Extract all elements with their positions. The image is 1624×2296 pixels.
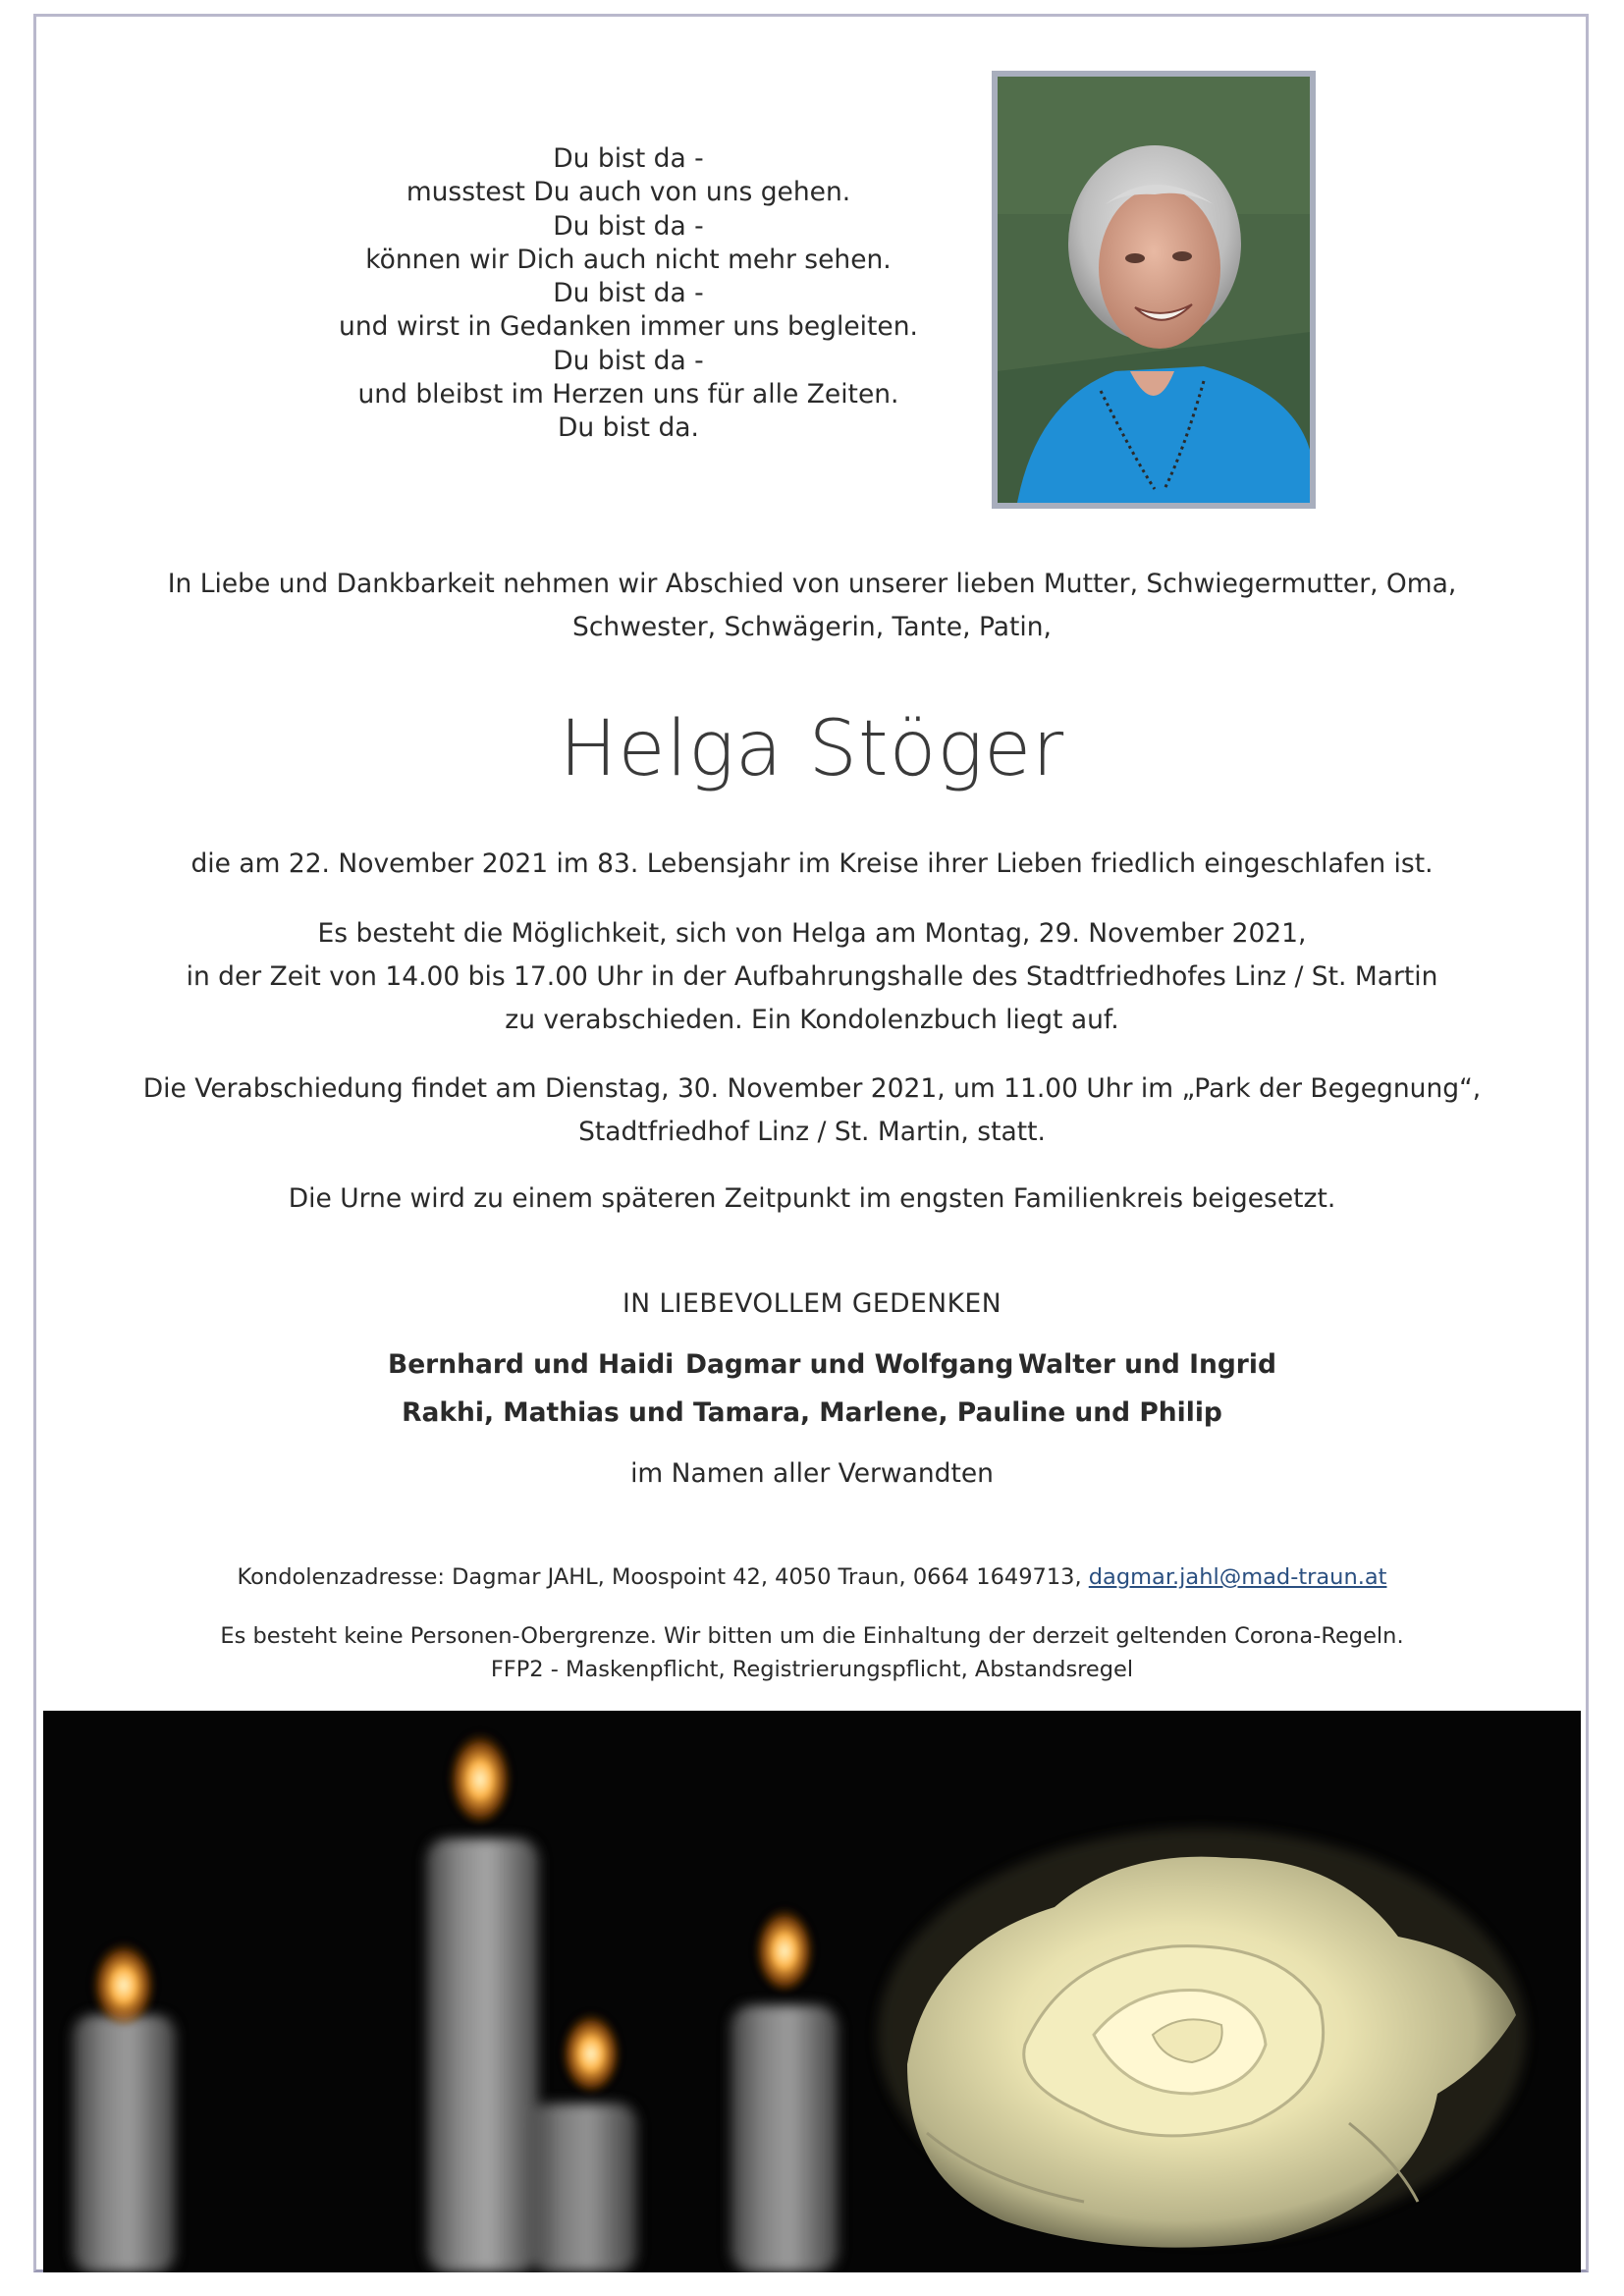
poem-line: musstest Du auch von uns gehen. xyxy=(406,177,851,208)
grandchildren-line: Rakhi, Mathias und Tamara, Marlene, Pauline und Philip xyxy=(402,1397,1222,1428)
poem xyxy=(295,142,962,446)
farewell-line: Stadtfriedhof Linz / St. Martin, statt. xyxy=(578,1117,1046,1147)
portrait-photo xyxy=(992,71,1316,509)
family-grandchildren xyxy=(59,1392,1565,1435)
poem-line: und bleibst im Herzen uns für alle Zeiten. xyxy=(357,379,899,410)
condolence-text: Kondolenzadresse: Dagmar JAHL, Moospoint 42, 4050 Traun, 0664 1649713, xyxy=(237,1564,1089,1590)
viewing-info xyxy=(59,912,1565,1042)
candles-and-rose-illustration xyxy=(43,1711,1581,2272)
viewing-line: Es besteht die Möglichkeit, sich von Helga am Montag, 29. November 2021, xyxy=(317,918,1307,949)
family-couple: Walter und Ingrid xyxy=(1018,1349,1276,1380)
viewing-line: zu verabschieden. Ein Kondolenzbuch liegt auf. xyxy=(505,1005,1119,1035)
portrait-illustration xyxy=(998,77,1310,503)
deceased-name: Helga Stöger xyxy=(559,705,1065,793)
corona-line: Es besteht keine Personen-Obergrenze. Wir bitten um die Einhaltung der derzeit geltenden Corona-Regeln. xyxy=(220,1623,1404,1649)
email-link[interactable]: dagmar.jahl@mad-traun.at xyxy=(1088,1564,1387,1590)
poem-line: Du bist da - xyxy=(553,210,704,242)
family-relatives xyxy=(59,1452,1565,1496)
family-couples xyxy=(0,1343,1624,1387)
intro-line: In Liebe und Dankbarkeit nehmen wir Abschied von unserer lieben Mutter, Schwiegermutter, Oma, xyxy=(167,569,1457,599)
poem-line: Du bist da - xyxy=(553,345,704,376)
death-notice xyxy=(59,843,1565,886)
candles-and-rose-image xyxy=(43,1711,1581,2272)
family-couple: Bernhard und Haidi xyxy=(388,1349,675,1380)
farewell-line: Die Verabschiedung findet am Dienstag, 30. November 2021, um 11.00 Uhr im „Park der Begegnung“, xyxy=(142,1073,1482,1104)
urn-line: Die Urne wird zu einem späteren Zeitpunkt im engsten Familienkreis beigesetzt. xyxy=(288,1183,1336,1214)
poem-line: Du bist da - xyxy=(553,278,704,309)
memorial-heading xyxy=(59,1283,1565,1326)
death-notice-line: die am 22. November 2021 im 83. Lebensjahr im Kreise ihrer Lieben friedlich eingeschlafen ist. xyxy=(190,848,1434,879)
condolence-line xyxy=(59,1556,1565,1599)
poem-line: Du bist da - xyxy=(553,143,704,174)
family-couple: Dagmar und Wolfgang xyxy=(685,1349,1014,1380)
poem-line: und wirst in Gedanken immer uns begleiten. xyxy=(339,311,918,343)
viewing-line: in der Zeit von 14.00 bis 17.00 Uhr in der Aufbahrungshalle des Stadtfriedhofes Linz / St. Martin xyxy=(186,961,1438,992)
memorial-heading-text: IN LIEBEVOLLEM GEDENKEN xyxy=(622,1288,1002,1319)
poem-line: können wir Dich auch nicht mehr sehen. xyxy=(365,244,892,275)
intro-text xyxy=(59,563,1565,649)
corona-notice xyxy=(59,1619,1565,1686)
intro-line: Schwester, Schwägerin, Tante, Patin, xyxy=(572,612,1052,642)
poem-line: Du bist da. xyxy=(558,412,699,444)
farewell-info xyxy=(59,1067,1565,1154)
urn-info xyxy=(59,1177,1565,1221)
corona-line: FFP2 - Maskenpflicht, Registrierungspflicht, Abstandsregel xyxy=(490,1657,1134,1682)
condolence-address xyxy=(59,1556,1565,1599)
relatives-line: im Namen aller Verwandten xyxy=(630,1458,994,1489)
